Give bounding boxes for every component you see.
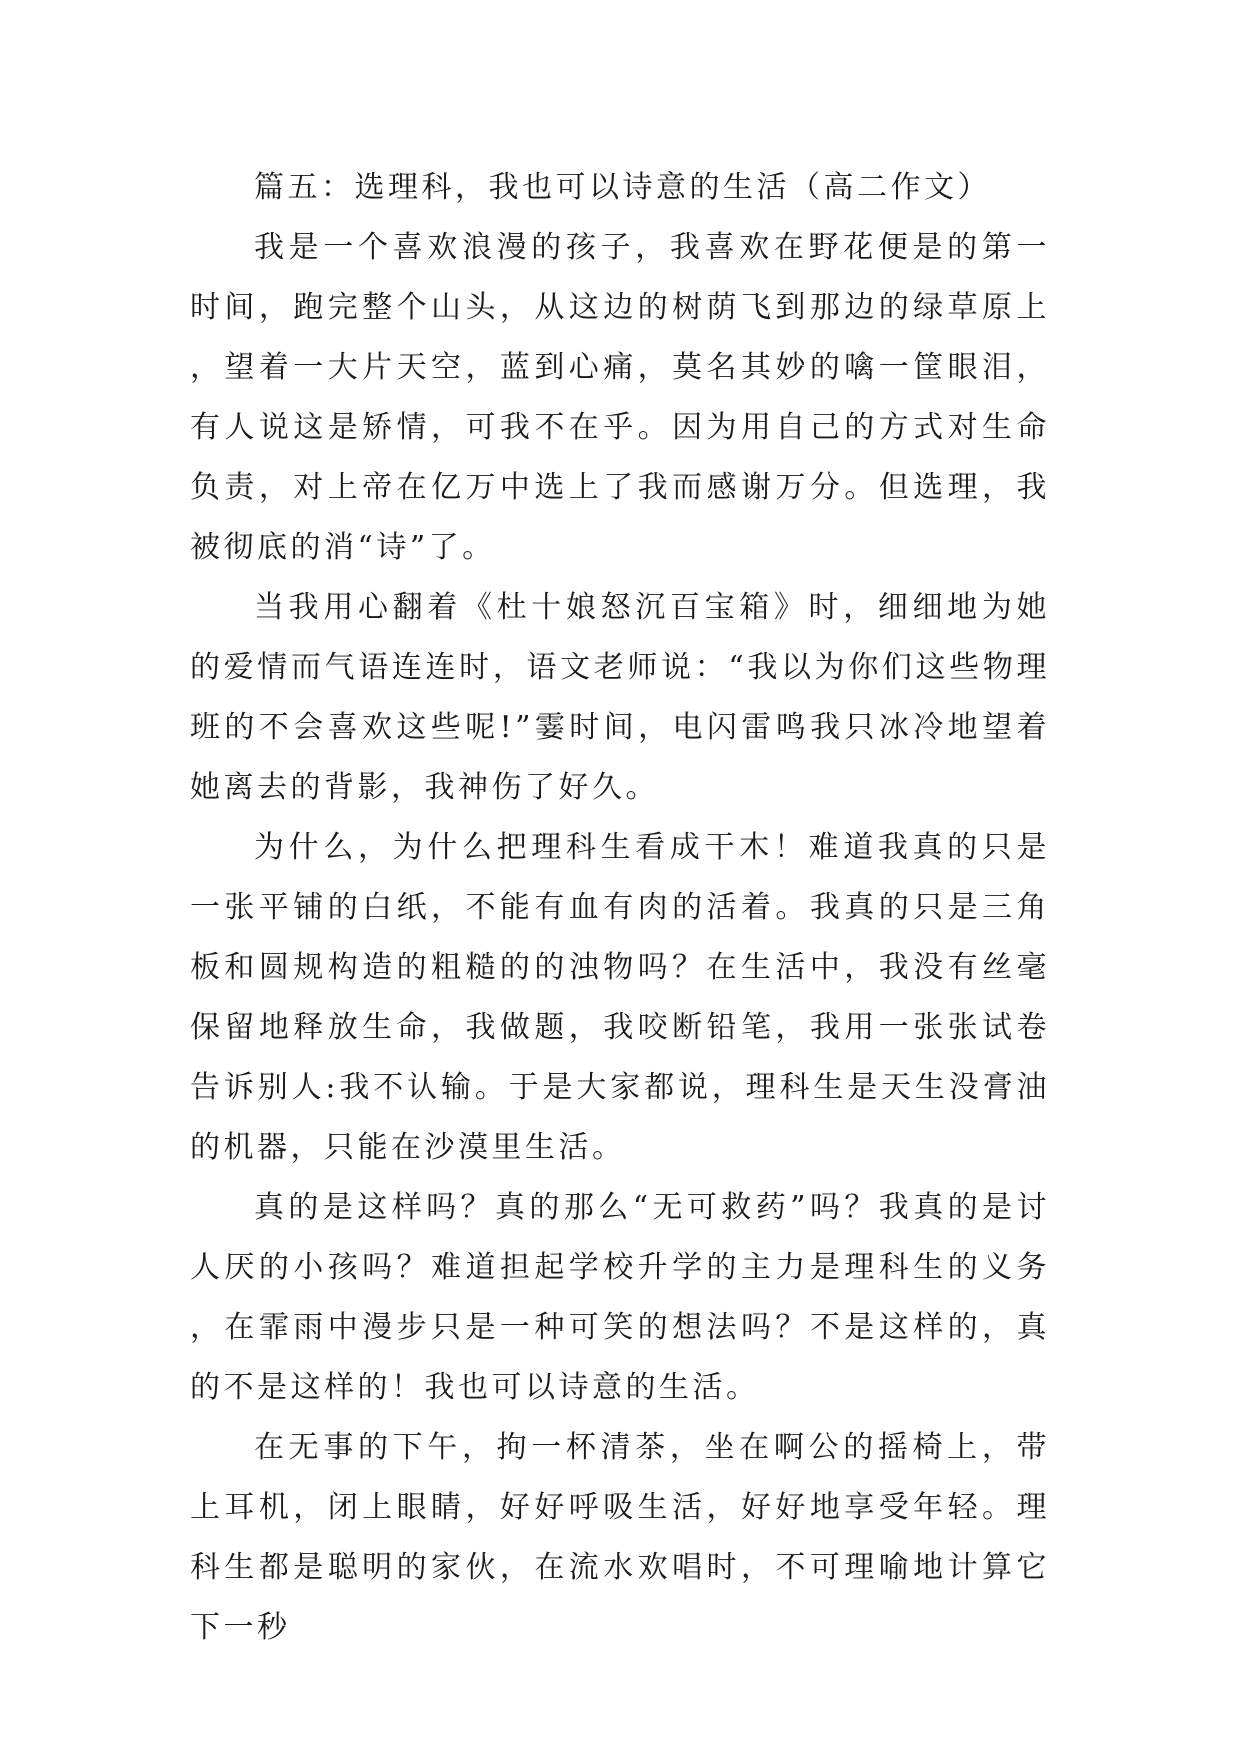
paragraph-2: 当我用心翻着《杜十娘怒沉百宝箱》时，细细地为她的爱情而气语连连时，语文老师说：“我以为你们这些物理班的不会喜欢这些呢!”霎时间，电闪雷鸣我只冰冷地望着她离去的背影，我神伤了好久。 [190, 590, 1050, 805]
essay-title: 篇五：选理科，我也可以诗意的生活（高二作文） [254, 170, 991, 205]
paragraph-3: 为什么，为什么把理科生看成干木！难道我真的只是一张平铺的白纸，不能有血有肉的活着。我真的只是三角板和圆规构造的粗糙的的浊物吗？在生活中，我没有丝毫保留地释放生命，我做题，我咬断铅笔，我用一张张试卷告诉别人:我不认输。于是大家都说，理科生是天生没膏油的机器，只能在沙漠里生活。 [190, 830, 1050, 1165]
paragraph-5: 在无事的下午，拘一杯清茶，坐在啊公的摇椅上，带上耳机，闭上眼睛，好好呼吸生活，好好地享受年轻。理科生都是聪明的家伙，在流水欢唱时，不可理喻地计算它下一秒 [190, 1430, 1050, 1645]
document-body [190, 158, 1050, 1658]
paragraph-1: 我是一个喜欢浪漫的孩子，我喜欢在野花便是的第一时间，跑完整个山头，从这边的树荫飞到那边的绿草原上，望着一大片天空，蓝到心痛，莫名其妙的噙一筐眼泪，有人说这是矫情，可我不在乎。因为用自己的方式对生命负责，对上帝在亿万中选上了我而感谢万分。但选理，我被彻底的消“诗”了。 [190, 230, 1050, 565]
paragraph-4: 真的是这样吗？真的那么“无可救药”吗？我真的是讨人厌的小孩吗？难道担起学校升学的主力是理科生的义务，在霏雨中漫步只是一种可笑的想法吗？不是这样的，真的不是这样的！我也可以诗意的生活。 [190, 1190, 1050, 1405]
